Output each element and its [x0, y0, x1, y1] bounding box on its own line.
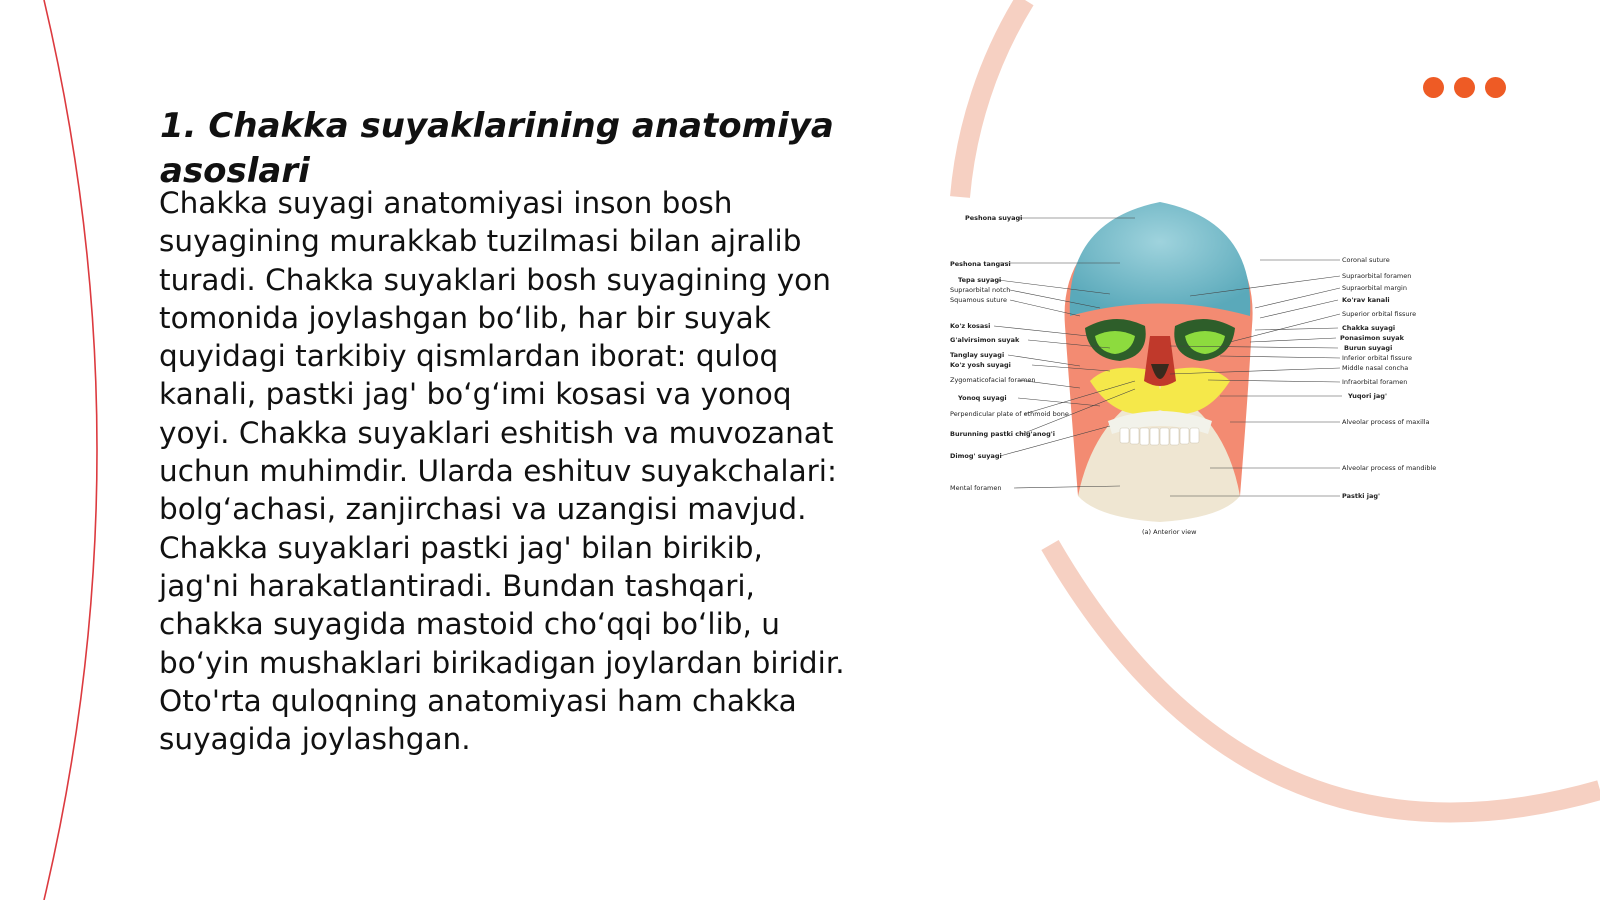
figure-label: Inferior orbital fissure	[1342, 354, 1413, 362]
figure-label: Superior orbital fissure	[1342, 310, 1417, 318]
figure-label: Ko'rav kanali	[1342, 296, 1390, 304]
three-dots-icon	[1423, 77, 1506, 99]
figure-label: Pastki jag'	[1342, 492, 1381, 500]
left-labels	[950, 214, 1069, 492]
figure-label: Zygomaticofacial foramen	[950, 376, 1036, 384]
figure-label: Burunning pastki chig'anog'i	[950, 430, 1055, 438]
figure-label: Peshona tangasi	[950, 260, 1011, 268]
figure-label: Tepa suyagi	[958, 276, 1002, 284]
dot-icon	[1423, 77, 1444, 98]
figure-label: Ko'z kosasi	[950, 322, 991, 330]
figure-label: Alveolar process of maxilla	[1342, 418, 1430, 426]
right-labels	[1340, 256, 1436, 500]
dot-icon	[1485, 77, 1506, 98]
figure-label: Yonoq suyagi	[958, 394, 1007, 402]
slide-body-text: Chakka suyagi anatomiyasi inson bosh suyagining murakkab tuzilmasi bilan ajralib turadi. Chakka suyaklari bosh suyagining yon tomonida joylashgan bo‘lib, har bir suyak quyidagi tarkibiy qismlardan iborat: quloq kanali, pastki jag' bo‘g‘imi kosasi va yonoq yoyi. Chakka suyaklari eshitish va muvozanat uchun muhimdir. Ularda eshituv suyakchalari: bolg‘achasi, zanjirchasi va uzangisi mavjud. Chakka suyaklari pastki jag' bilan birikib, jag'ni harakatlantiradi. Bundan tashqari, chakka suyagida mastoid cho‘qqi bo‘lib, u bo‘yin mushaklari birikadigan joylardan biridir. Oto'rta quloqning anatomiyasi ham chakka suyagida joylashgan.	[159, 186, 845, 757]
figure-label: Ponasimon suyak	[1340, 334, 1404, 342]
figure-label: Supraorbital foramen	[1342, 272, 1412, 280]
dot-icon	[1454, 77, 1475, 98]
figure-label: Squamous suture	[950, 296, 1007, 304]
figure-label: Infraorbital foramen	[1342, 378, 1408, 386]
figure-label: Supraorbital margin	[1342, 284, 1407, 292]
figure-label: Peshona suyagi	[965, 214, 1023, 222]
left-border-curve	[44, 0, 97, 900]
figure-label: Alveolar process of mandible	[1342, 464, 1437, 472]
figure-label: Ko'z yosh suyagi	[950, 361, 1011, 369]
skull-diagram	[950, 196, 1440, 546]
figure-label: Perpendicular plate of ethmoid bone	[950, 410, 1069, 418]
skull-icon	[1065, 202, 1253, 522]
figure-label: Coronal suture	[1342, 256, 1390, 264]
figure-label: Dimog' suyagi	[950, 452, 1002, 460]
figure-label: G'alvirsimon suyak	[950, 336, 1020, 344]
figure-label: Tanglay suyagi	[950, 351, 1005, 359]
figure-label: Burun suyagi	[1344, 344, 1393, 352]
decorative-ring-arc-lower	[1050, 545, 1600, 812]
figure-label: Middle nasal concha	[1342, 364, 1409, 372]
figure-label: Yuqori jag'	[1348, 392, 1387, 400]
figure-label: Chakka suyagi	[1342, 324, 1396, 332]
slide-title: 1. Chakka suyaklarining anatomiya asoslari	[160, 106, 834, 191]
decorative-ring-arc-upper	[960, 0, 1025, 197]
figure-label: Mental foramen	[950, 484, 1002, 492]
figure-caption: (a) Anterior view	[1142, 528, 1197, 536]
figure-label: Supraorbital notch	[950, 286, 1011, 294]
